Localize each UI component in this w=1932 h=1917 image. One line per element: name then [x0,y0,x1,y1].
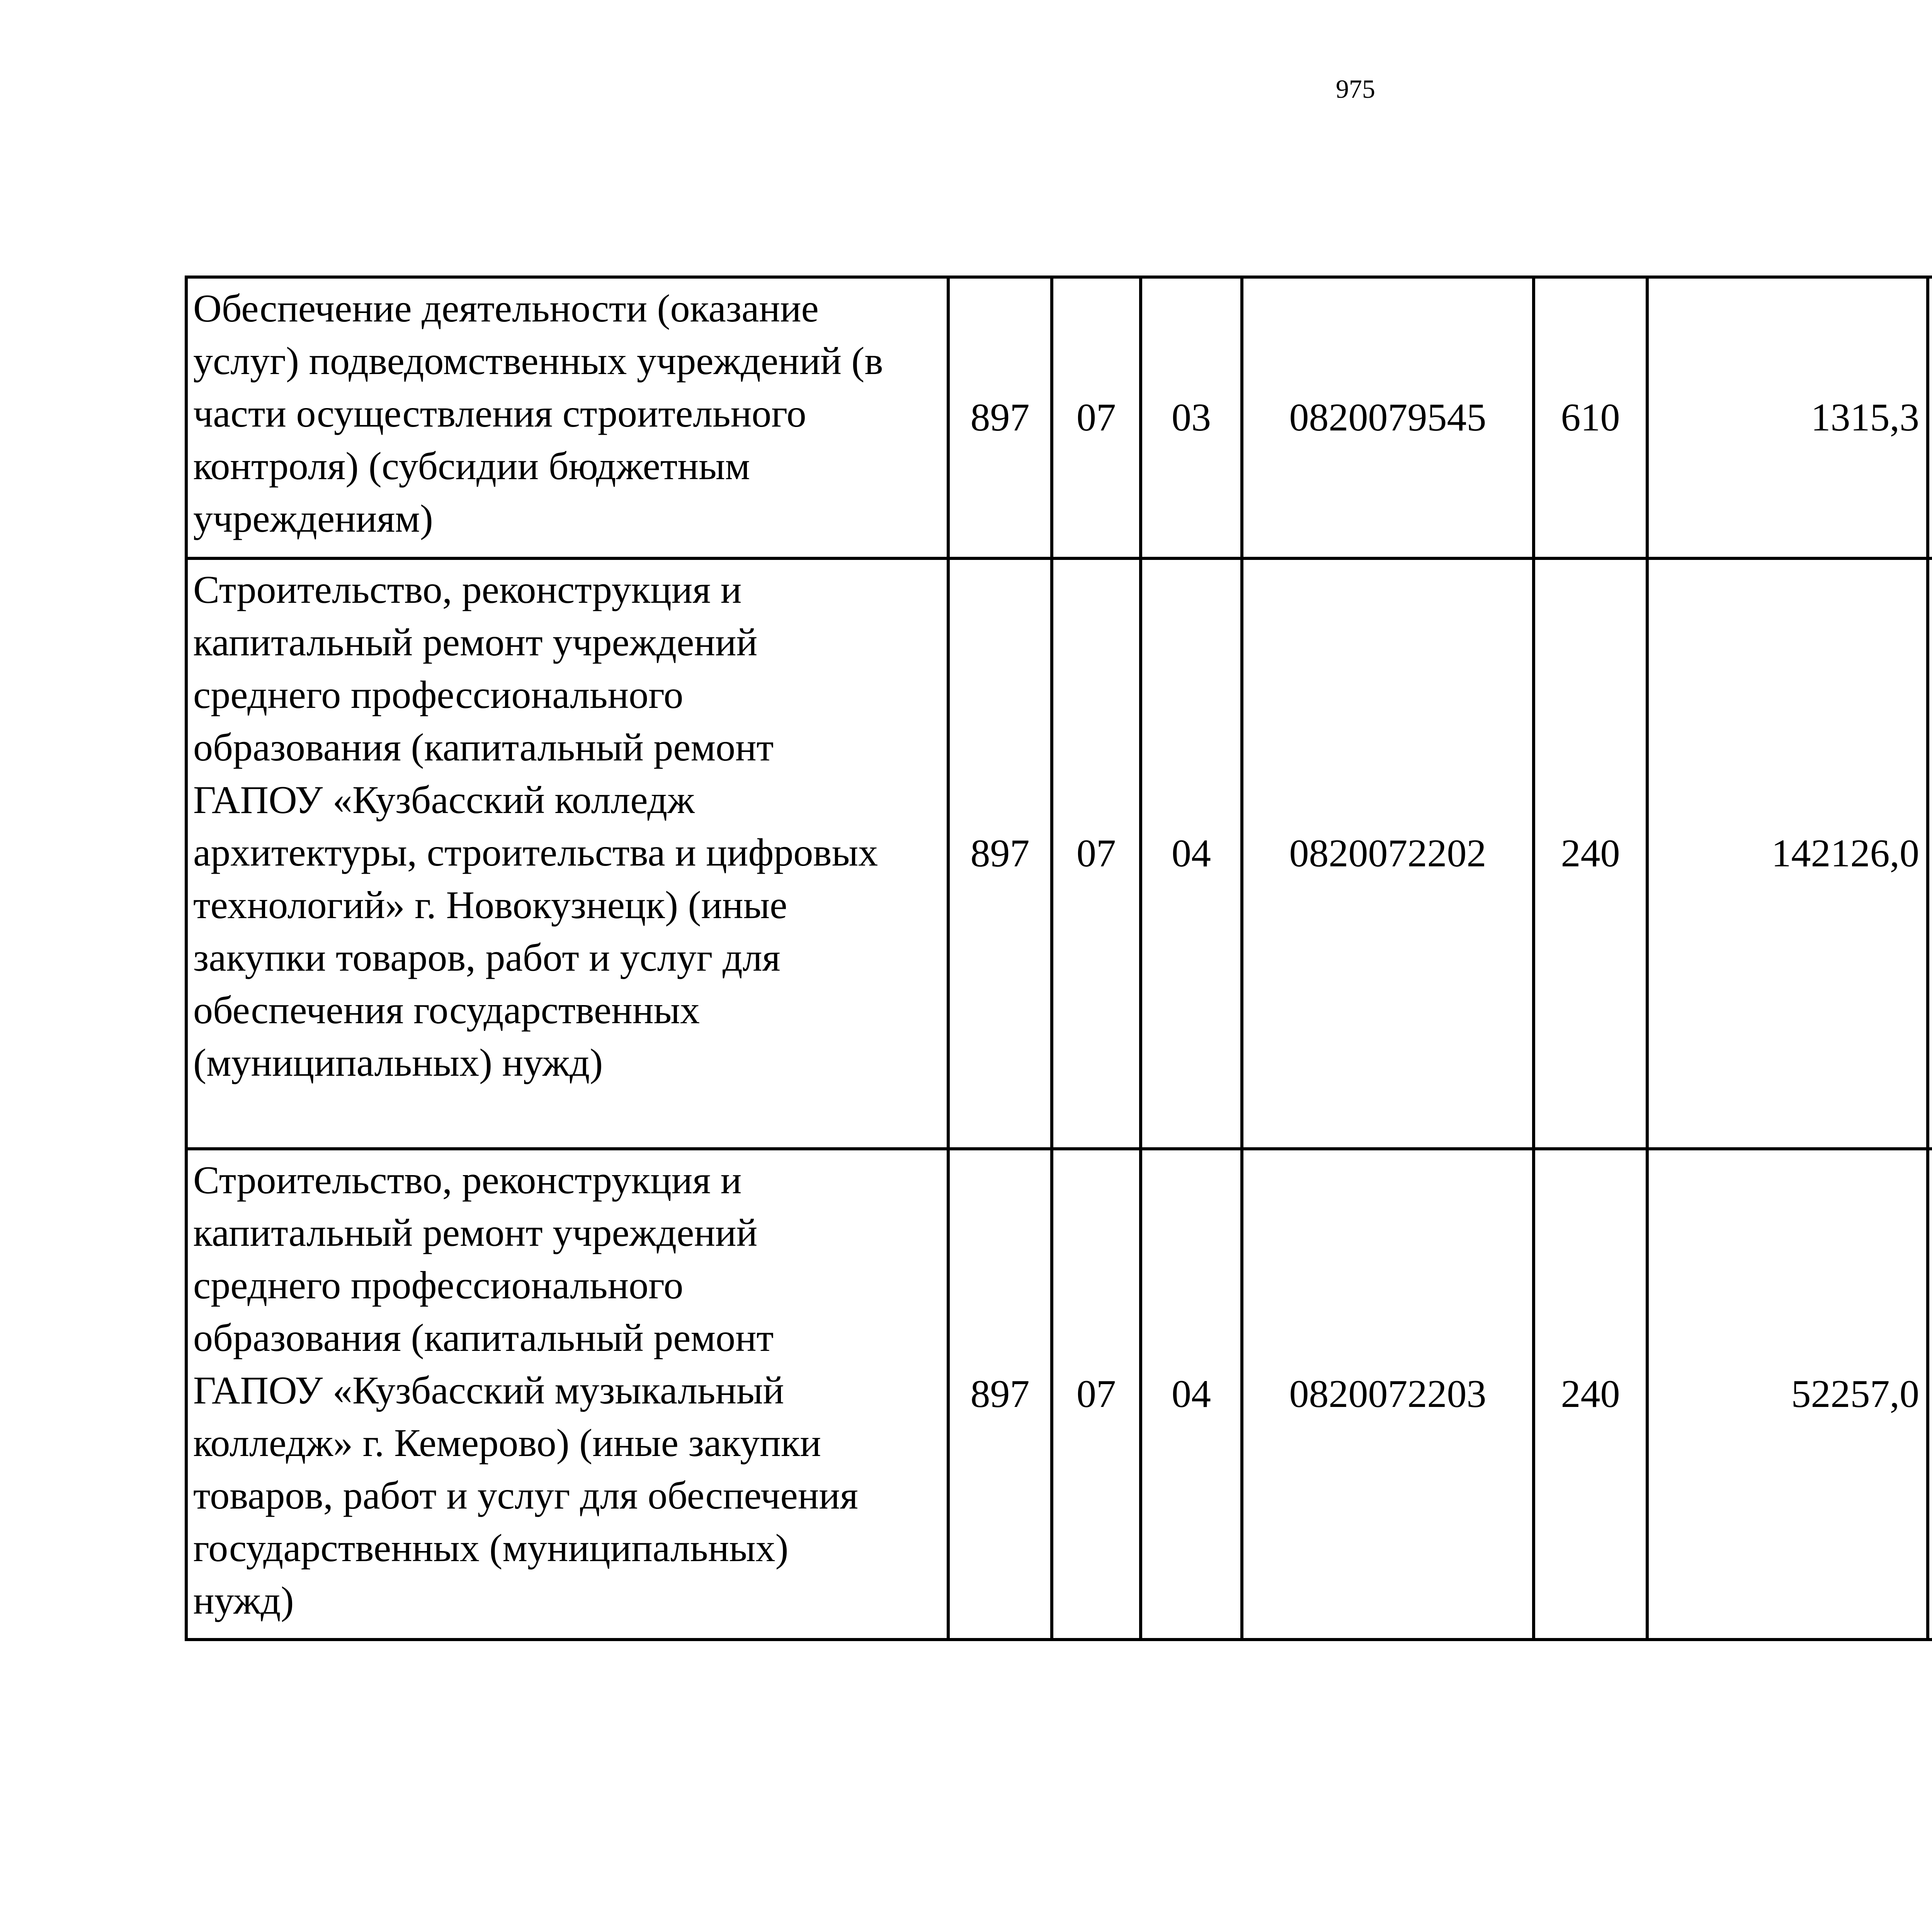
target-article-code: 0820072203 [1242,1149,1534,1640]
subsection-code: 03 [1141,277,1242,558]
row-description: Строительство, реконструкция и капитальный ремонт учреждений среднего профессионального образования (капитальный ремонт ГАПОУ «Кузбасский колледж архитектуры, строительства и цифровых технологий» г. Новокузнецк) (иные закупки товаров, работ и услуг для обеспечения государственных (муниципальных) нужд) [186,558,948,1149]
target-article-code: 0820079545 [1242,277,1534,558]
section-code: 07 [1052,277,1141,558]
ministry-code: 897 [948,558,1052,1149]
amount-year-2 [1928,1149,1932,1640]
table-row [186,558,1932,1149]
budget-table [185,276,1932,1641]
page-number: 975 [1336,74,1375,104]
subsection-code: 04 [1141,558,1242,1149]
ministry-code: 897 [948,1149,1052,1640]
section-code: 07 [1052,558,1141,1149]
amount-year-1: 52257,0 [1647,1149,1928,1640]
section-code: 07 [1052,1149,1141,1640]
row-description: Обеспечение деятельности (оказание услуг) подведомственных учреждений (в части осуществления строительного контроля) (субсидии бюджетным учреждениям) [186,277,948,558]
amount-year-2 [1928,558,1932,1149]
row-description: Строительство, реконструкция и капитальный ремонт учреждений среднего профессионального образования (капитальный ремонт ГАПОУ «Кузбасский музыкальный колледж» г. Кемерово) (иные закупки товаров, работ и услуг для обеспечения государственных (муниципальных) нужд) [186,1149,948,1640]
ministry-code: 897 [948,277,1052,558]
subsection-code: 04 [1141,1149,1242,1640]
expense-type-code: 240 [1534,1149,1647,1640]
target-article-code: 0820072202 [1242,558,1534,1149]
amount-year-1: 1315,3 [1647,277,1928,558]
table-row [186,277,1932,558]
amount-year-1: 142126,0 [1647,558,1928,1149]
expense-type-code: 240 [1534,558,1647,1149]
table-row [186,1149,1932,1640]
amount-year-2 [1928,277,1932,558]
expense-type-code: 610 [1534,277,1647,558]
